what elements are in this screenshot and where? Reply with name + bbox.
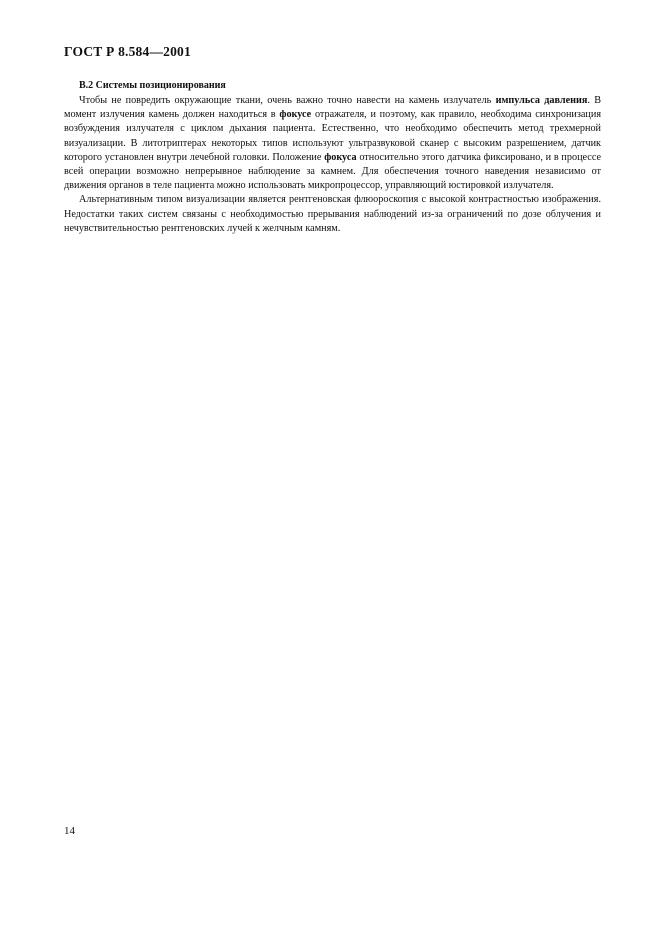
p1-term-focus-2: фокуса [324,151,357,163]
paragraph-1 [64,94,601,193]
p1-text-a: Чтобы не повредить окружающие ткани, очень важно точно навести на камень излучатель [79,95,496,106]
paragraph-2: Альтернативным типом визуализации является рентгеновская флюороскопия с высокой контрастностью изображения. Недостатки таких систем связаны с необходимостью прерывания наблюдений из-за ограничений по дозе облучения и нечувствительностью рентгеновских лучей к желчным камням. [64,194,601,234]
p1-text-e: отражателя, и поэтому, как правило, необходима синхронизация возбуждения излучателя с циклом дыхания пациента. Естественно, что необходимо обеспечить метод трехмерной визуализации. В литотриптерах некоторых типов используют ультразвуковой сканер с высоким разрешением, датчик которого установлен внутри лечебной головки. Положение [64,109,602,163]
p1-text-g: относительно этого датчика фиксировано, и в процессе всей операции возможно непрерывное наблюдение за камнем. Для обеспечения точного наведения независимо от движения органов в теле пациента можно использовать микропроцессор, управляющий юстировкой излучателя. [64,151,601,192]
p1-term-impulse: импульса давления [495,95,588,106]
section-title: В.2 Системы позиционирования [79,80,226,91]
document-code-header: ГОСТ Р 8.584—2001 [64,44,191,59]
p1-text-c: . В момент излучения камень должен находиться в [64,95,602,121]
p1-term-focus-1: фокусе [279,109,312,121]
page-number: 14 [64,825,75,837]
document-body [64,94,601,236]
